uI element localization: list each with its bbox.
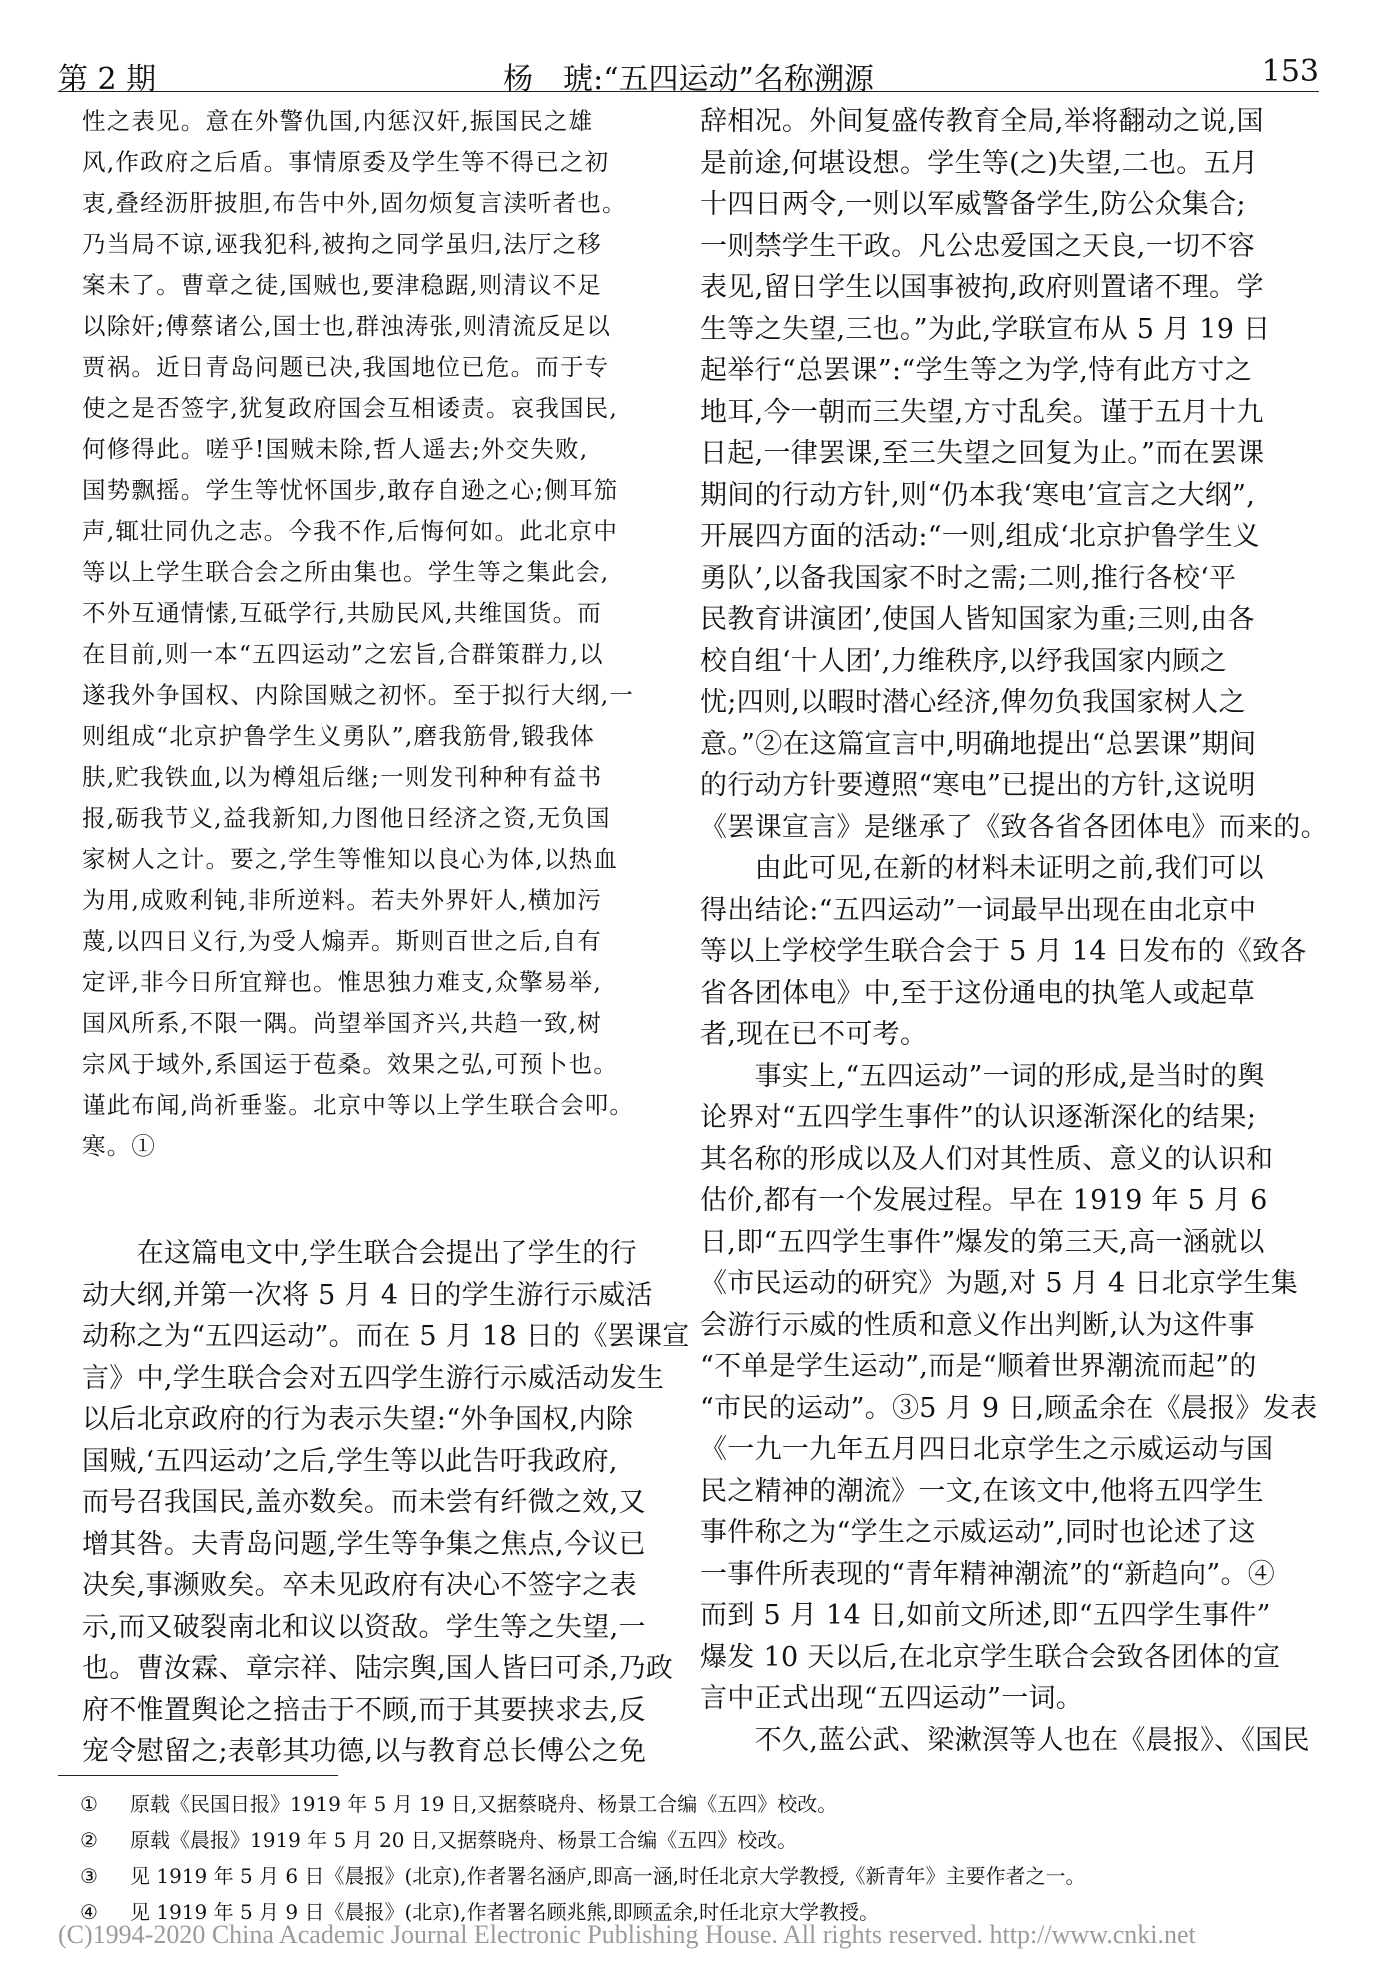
text-line: 而号召我国民,盖亦数矣。而未尝有纤微之效,又 bbox=[82, 1487, 646, 1518]
text-line: 其名称的形成以及人们对其性质、意义的认识和 bbox=[700, 1143, 1274, 1175]
left-column bbox=[82, 101, 702, 1773]
text-line: 等以上学校学生联合会于 5 月 14 日发布的《致各 bbox=[700, 936, 1307, 967]
text-line: 国贼,‘五四运动’之后,学生等以此告吁我政府, bbox=[82, 1445, 618, 1477]
text-line: 的行动方针要遵照“寒电”已提出的方针,这说明 bbox=[700, 770, 1256, 801]
text-line: “不单是学生运动”,而是“顺着世界潮流而起”的 bbox=[700, 1351, 1257, 1382]
text-line: 《罢课宣言》是继承了《致各省各团体电》而来的。 bbox=[700, 811, 1328, 843]
text-line: 事件称之为“学生之示威运动”,同时也论述了这 bbox=[700, 1517, 1256, 1548]
text-line: 勇队’,以备我国家不时之需;二则,推行各校‘平 bbox=[700, 562, 1237, 594]
text-line: 民之精神的潮流》一文,在该文中,他将五四学生 bbox=[700, 1475, 1264, 1507]
text-line: 民教育讲演团’,使国人皆知国家为重;三则,由各 bbox=[700, 604, 1255, 635]
text-line: 期间的行动方针,则“仍本我‘寒电’宣言之大纲”, bbox=[700, 479, 1256, 511]
text-line: 会游行示威的性质和意义作出判断,认为这件事 bbox=[700, 1309, 1255, 1341]
text-line: 意。”②在这篇宣言中,明确地提出“总罢课”期间 bbox=[700, 728, 1257, 760]
footnote-mark: ① bbox=[80, 1792, 98, 1816]
footnote bbox=[80, 1786, 1320, 1822]
text-line: 增其咎。夫青岛问题,学生等争集之焦点,今议已 bbox=[82, 1528, 646, 1560]
text-line: 是前途,何堪设想。学生等(之)失望,二也。五月 bbox=[700, 147, 1259, 179]
text-line: 一则禁学生干政。凡公忠爱国之天良,一切不容 bbox=[700, 230, 1255, 262]
text-line: 地耳,今一朝而三失望,方寸乱矣。谨于五月十九 bbox=[700, 396, 1264, 428]
text-line: 决矣,事濒败矣。卒未见政府有决心不签字之表 bbox=[82, 1570, 637, 1601]
quote-line: 谨此布闻,尚祈垂鉴。北京中等以上学生联合会叩。 bbox=[82, 1091, 635, 1119]
footnote-mark: ③ bbox=[80, 1864, 98, 1888]
footnote bbox=[80, 1858, 1320, 1894]
text-line: “市民的运动”。③5 月 9 日,顾孟余在《晨报》发表 bbox=[700, 1392, 1318, 1424]
text-line: 表见,留日学生以国事被拘,政府则置诸不理。学 bbox=[700, 272, 1264, 303]
text-line: 以后北京政府的行为表示失望:“外争国权,内除 bbox=[82, 1404, 634, 1435]
quote-line: 蔑,以四日义行,为受人煽弄。斯则百世之后,自有 bbox=[82, 927, 603, 955]
text-line: 论界对“五四学生事件”的认识逐渐深化的结果; bbox=[700, 1102, 1257, 1133]
quote-line: 定评,非今日所宜辩也。惟思独力难支,众擎易举, bbox=[82, 968, 603, 996]
quote-line: 国势飘摇。学生等忧怀国步,敢存自逊之心;侧耳笳 bbox=[82, 476, 619, 504]
quote-line: 宗风于域外,系国运于苞桑。效果之弘,可预卜也。 bbox=[82, 1050, 619, 1078]
right-paragraph-3 bbox=[700, 1056, 1320, 1720]
footnote bbox=[80, 1822, 1320, 1858]
page-header bbox=[58, 50, 1319, 97]
header-rule bbox=[58, 91, 1319, 92]
text-line: 日,即“五四学生事件”爆发的第三天,高一涵就以 bbox=[700, 1226, 1265, 1258]
footnote-text: 原载《民国日报》1919 年 5 月 19 日,又据蔡晓舟、杨景工合编《五四》校改。 bbox=[130, 1792, 838, 1816]
text-line: 而到 5 月 14 日,如前文所述,即“五四学生事件” bbox=[700, 1600, 1271, 1631]
text-line: 估价,都有一个发展过程。早在 1919 年 5 月 6 bbox=[700, 1185, 1268, 1216]
text-line: 校自组‘十人团’,力维秩序,以纾我国家内顾之 bbox=[700, 645, 1227, 677]
quote-line: 为用,成败利钝,非所逆料。若夫外界奸人,横加污 bbox=[82, 886, 603, 914]
quote-line: 何修得此。嗟乎!国贼未除,哲人遥去;外交失败, bbox=[82, 435, 589, 463]
text-line: 省各团体电》中,至于这份通电的执笔人或起草 bbox=[700, 977, 1255, 1009]
left-body-paragraph bbox=[82, 1233, 702, 1773]
text-line: 言中正式出现“五四运动”一词。 bbox=[700, 1683, 1084, 1714]
quote-line: 以除奸;傅蔡诸公,国士也,群浊涛张,则清流反足以 bbox=[82, 312, 612, 340]
running-title: 杨 琥:“五四运动”名称溯源 bbox=[503, 62, 874, 97]
quote-line: 不外互通情愫,互砥学行,共励民风,共维国货。而 bbox=[82, 599, 603, 627]
footnote-text: 见 1919 年 5 月 6 日《晨报》(北京),作者署名涵庐,即高一涵,时任北京大学教授,《新青年》主要作者之一。 bbox=[130, 1864, 1086, 1888]
text-line: 动大纲,并第一次将 5 月 4 日的学生游行示威活 bbox=[82, 1279, 653, 1311]
issue-number: 第 2 期 bbox=[58, 62, 157, 97]
quote-line: 案未了。曹章之徒,国贼也,要津稳踞,则清议不足 bbox=[82, 271, 603, 299]
quote-line: 衷,叠经沥肝披胆,布告中外,固勿烦复言渎听者也。 bbox=[82, 189, 627, 217]
text-line: 言》中,学生联合会对五四学生游行示威活动发生 bbox=[82, 1362, 665, 1394]
footnotes bbox=[80, 1786, 1320, 1930]
telegram-quote bbox=[82, 101, 702, 1167]
footnote-mark: ④ bbox=[80, 1900, 98, 1924]
text-line: 《市民运动的研究》为题,对 5 月 4 日北京学生集 bbox=[700, 1268, 1299, 1299]
text-line: 动称之为“五四运动”。而在 5 月 18 日的《罢课宣 bbox=[82, 1321, 690, 1352]
text-line: 者,现在已不可考。 bbox=[700, 1019, 928, 1050]
text-line: 十四日两令,一则以军威警备学生,防公众集合; bbox=[700, 189, 1246, 220]
right-paragraph-2 bbox=[700, 848, 1320, 1056]
quote-line: 家树人之计。要之,学生等惟知以良心为体,以热血 bbox=[82, 845, 619, 873]
quote-gap bbox=[82, 1167, 702, 1233]
quote-line: 乃当局不谅,诬我犯科,被拘之同学虽归,法厅之移 bbox=[82, 230, 603, 258]
copyright-watermark: (C)1994-2020 China Academic Journal Electronic Publishing House. All rights reserved. http://www.cnki.net bbox=[58, 1920, 1196, 1949]
text-line: 《一九一九年五月四日北京学生之示威运动与国 bbox=[700, 1434, 1274, 1465]
quote-line: 在目前,则一本“五四运动”之宏旨,合群策群力,以 bbox=[82, 640, 604, 668]
quote-line: 肤,贮我铁血,以为樽俎后继;一则发刊种种有益书 bbox=[82, 763, 603, 791]
text-line: 府不惟置舆论之掊击于不顾,而于其要挟求去,反 bbox=[82, 1694, 646, 1726]
quote-line: 声,辄壮同仇之志。今我不作,后悔何如。此北京中 bbox=[82, 517, 619, 545]
text-line: 忧;四则,以暇时潜心经济,俾勿负我国家树人之 bbox=[700, 687, 1246, 718]
text-line: 一事件所表现的“青年精神潮流”的“新趋向”。④ bbox=[700, 1558, 1276, 1590]
quote-line: 性之表见。意在外警仇国,内惩汉奸,振国民之雄 bbox=[82, 107, 594, 135]
quote-line: 使之是否签字,犹复政府国会互相诿责。哀我国民, bbox=[82, 394, 619, 422]
text-line: 日起,一律罢课,至三失望之回复为止。”而在罢课 bbox=[700, 438, 1265, 469]
quote-line: 遂我外争国权、内除国贼之初怀。至于拟行大纲,一 bbox=[82, 681, 635, 709]
text-line: 由此可见,在新的材料未证明之前,我们可以 bbox=[700, 853, 1264, 884]
text-line: 起举行“总罢课”:“学生等之为学,恃有此方寸之 bbox=[700, 355, 1252, 386]
quote-line: 则组成“北京护鲁学生义勇队”,磨我筋骨,锻我体 bbox=[82, 722, 596, 750]
footnote-text: 原载《晨报》1919 年 5 月 20 日,又据蔡晓舟、杨景工合编《五四》校改。 bbox=[130, 1828, 798, 1852]
quote-line: 报,砺我节义,益我新知,力图他日经济之资,无负国 bbox=[82, 804, 611, 832]
text-line: 事实上,“五四运动”一词的形成,是当时的舆 bbox=[700, 1060, 1265, 1092]
quote-line: 贾祸。近日青岛问题已决,我国地位已危。而于专 bbox=[82, 353, 610, 381]
footnote-mark: ② bbox=[80, 1828, 98, 1852]
text-line: 辞相况。外间复盛传教育全局,举将翻动之说,国 bbox=[700, 106, 1264, 137]
text-line: 开展四方面的活动:“一则,组成‘北京护鲁学生义 bbox=[700, 521, 1260, 552]
text-line: 爆发 10 天以后,在北京学生联合会致各团体的宣 bbox=[700, 1641, 1281, 1673]
right-paragraph-1 bbox=[700, 101, 1328, 848]
text-line: 在这篇电文中,学生联合会提出了学生的行 bbox=[82, 1238, 637, 1269]
text-line: 得出结论:“五四运动”一词最早出现在由北京中 bbox=[700, 894, 1257, 926]
quote-line: 风,作政府之后盾。事情原委及学生等不得已之初 bbox=[82, 148, 610, 176]
footnote-text: 见 1919 年 5 月 9 日《晨报》(北京),作者署名顾兆熊,即顾孟余,时任北京大学教授。 bbox=[130, 1900, 880, 1924]
page-number: 153 bbox=[1261, 54, 1319, 89]
quote-line: 国风所系,不限一隅。尚望举国齐兴,共趋一致,树 bbox=[82, 1009, 603, 1037]
right-column bbox=[700, 101, 1328, 1761]
right-paragraph-4 bbox=[700, 1720, 1320, 1762]
text-line: 示,而又破裂南北和议以资敌。学生等之失望,一 bbox=[82, 1611, 646, 1643]
footnote-rule bbox=[58, 1775, 338, 1776]
text-line: 宠令慰留之;表彰其功德,以与教育总长傅公之免 bbox=[82, 1736, 647, 1767]
text-line: 不久,蓝公武、梁漱溟等人也在《晨报》、《国民 bbox=[700, 1724, 1310, 1756]
text-line: 生等之失望,三也。”为此,学联宣布从 5 月 19 日 bbox=[700, 313, 1271, 345]
quote-line: 寒。① bbox=[82, 1132, 157, 1160]
quote-line: 等以上学生联合会之所由集也。学生等之集此会, bbox=[82, 558, 610, 586]
text-line: 也。曹汝霖、章宗祥、陆宗舆,国人皆曰可杀,乃政 bbox=[82, 1653, 674, 1684]
